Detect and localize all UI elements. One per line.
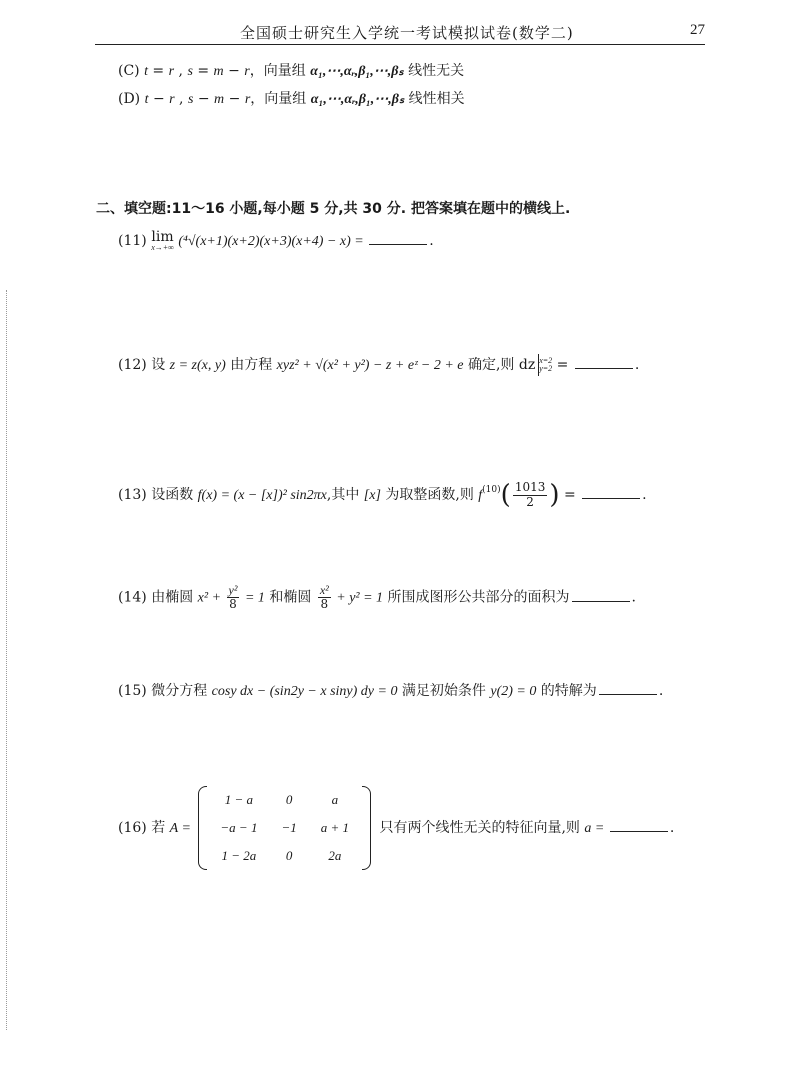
q13-paren-open: (	[500, 480, 511, 510]
option-c-op2: =	[192, 63, 214, 79]
option-d-var-t: t	[144, 92, 149, 107]
q14-e1-a: x² +	[197, 590, 225, 606]
q13-frac-num: 1013	[514, 480, 546, 495]
option-d-vectors: α₁,⋯,αᵣ,β₁,⋯,βₛ	[310, 92, 405, 107]
q13-text2: ,其中	[326, 487, 364, 503]
option-c-var-s: s	[187, 64, 193, 79]
q14-text1: 由椭圆	[151, 589, 198, 606]
q13-paren-close: )	[549, 480, 560, 510]
header-rule	[95, 44, 705, 45]
option-d-var-m: m	[214, 92, 225, 107]
q13-label: (13)	[118, 487, 147, 503]
q14-e1-num: y²	[228, 583, 238, 597]
option-d-var-s: s	[187, 92, 194, 107]
option-c-text-mid: ，向量组	[249, 63, 311, 79]
question-14	[118, 584, 636, 611]
q15-answer-blank[interactable]	[599, 684, 657, 695]
q14-e1-frac	[227, 584, 240, 611]
matrix-row	[208, 814, 361, 842]
q12-eval-point	[539, 357, 552, 373]
option-c-var-t: t	[144, 64, 148, 79]
matrix-cell: 2a	[328, 848, 342, 863]
matrix-row	[208, 842, 361, 870]
q12-text2: 由方程	[225, 357, 277, 373]
q11-answer-blank[interactable]	[369, 234, 427, 245]
q12-text1: 设	[151, 357, 170, 373]
q16-label: (16)	[118, 820, 147, 836]
option-c	[118, 60, 464, 80]
q15-text1: 微分方程	[151, 683, 212, 699]
q12-answer-blank[interactable]	[575, 358, 633, 369]
q13-text1: 设函数	[151, 487, 198, 503]
option-d-op3: −	[224, 91, 245, 107]
q15-label: (15)	[118, 683, 147, 699]
option-d-comma: ,	[174, 91, 188, 107]
matrix-cell: a + 1	[320, 820, 350, 835]
option-c-var-r2: r	[244, 64, 250, 79]
q12-eval-top: x=2	[539, 356, 553, 365]
q11-label: (11)	[118, 233, 147, 249]
matrix-cell: 0	[285, 792, 293, 807]
q11-lim-word: lim	[151, 229, 174, 245]
q16-matrix	[198, 786, 371, 870]
option-c-op1: =	[147, 63, 169, 79]
question-16	[118, 786, 674, 870]
q14-e2-num: x²	[319, 583, 329, 597]
option-c-var-r: r	[168, 64, 175, 79]
q14-e2-b: + y² = 1	[332, 590, 384, 606]
matrix-row	[208, 786, 361, 814]
option-d-var-r: r	[169, 92, 175, 107]
q14-e1-den: 8	[229, 597, 237, 612]
q13-answer-blank[interactable]	[582, 488, 640, 499]
binding-margin-dots	[6, 290, 7, 1030]
q13-f: f	[478, 488, 483, 503]
q16-end: .	[669, 820, 675, 836]
q14-e2-frac	[318, 584, 331, 611]
option-c-text-end: 线性无关	[403, 63, 465, 79]
option-d-var-r2: r	[244, 92, 251, 107]
question-15	[118, 680, 663, 700]
q15-end: .	[658, 683, 664, 699]
q13-f-sup: (10)	[482, 485, 501, 495]
matrix-cell: 0	[285, 848, 293, 863]
option-d-text-end: 线性相关	[404, 91, 465, 107]
question-12	[118, 354, 639, 376]
q15-text2: 满足初始条件	[397, 683, 491, 699]
option-d	[118, 88, 465, 108]
q16-answer-blank[interactable]	[610, 821, 668, 832]
q14-e2-den: 8	[320, 597, 329, 612]
section-two-heading: 二、填空题:11～16 小题,每小题 5 分,共 30 分. 把答案填在题中的横线上.	[96, 201, 571, 217]
q15-expr2: y(2) = 0	[490, 684, 537, 699]
q13-bracket: [x]	[363, 488, 381, 503]
q12-expr1: z = z(x, y)	[169, 358, 226, 373]
q14-end: .	[631, 589, 636, 606]
option-c-op3: −	[223, 63, 245, 79]
option-c-label: (C)	[118, 63, 140, 79]
q12-text3: 确定,则 dz	[463, 357, 536, 373]
q12-eq: =	[552, 357, 573, 373]
q12-end: .	[634, 357, 640, 373]
option-d-op1: −	[148, 91, 170, 107]
q12-eval-bottom: y=2	[539, 364, 553, 373]
q14-text2: 和椭圆	[264, 589, 316, 606]
option-c-comma: ,	[174, 63, 188, 79]
q13-expr1: f(x) = (x − [x])² sin2πx	[197, 488, 327, 503]
option-d-op2: −	[193, 91, 215, 107]
q13-fraction	[513, 481, 548, 508]
q11-expression: (⁴√(x+1)(x+2)(x+3)(x+4) − x) =	[178, 234, 368, 249]
q16-text1: 若	[151, 820, 170, 836]
option-c-var-m: m	[213, 64, 224, 79]
option-c-vectors: α₁,⋯,αᵣ,β₁,⋯,βₛ	[310, 64, 404, 79]
q13-eq: =	[559, 487, 581, 503]
q14-text3: 所围成图形公共部分的面积为	[383, 589, 570, 606]
q11-end: .	[429, 233, 434, 249]
q14-label: (14)	[118, 589, 147, 606]
matrix-cell: a	[331, 792, 339, 807]
page-number: 27	[690, 22, 705, 38]
q16-text2: 只有两个线性无关的特征向量,则	[375, 820, 585, 836]
q13-text3: 为取整函数,则	[380, 487, 479, 503]
option-d-label: (D)	[118, 91, 141, 107]
matrix-cell: −1	[281, 820, 297, 835]
q16-aeq: A =	[169, 821, 195, 836]
q13-end: .	[642, 487, 647, 503]
q16-avar: a =	[584, 821, 608, 836]
matrix-cell: 1 − 2a	[221, 848, 257, 863]
q12-label: (12)	[118, 357, 147, 373]
q14-e1-b: = 1	[241, 590, 265, 606]
matrix-cell: −a − 1	[220, 820, 258, 835]
option-d-text-mid: ，向量组	[250, 91, 311, 107]
q15-text3: 的特解为	[536, 683, 597, 699]
question-11	[118, 230, 434, 252]
matrix-cell: 1 − a	[224, 792, 254, 807]
question-13	[118, 480, 647, 510]
q15-expr1: cosy dx − (sin2y − x siny) dy = 0	[211, 684, 398, 699]
page-header-title: 全国硕士研究生入学统一考试模拟试卷(数学二)	[240, 24, 574, 42]
q11-lim	[151, 230, 174, 252]
q14-answer-blank[interactable]	[572, 591, 630, 602]
q13-frac-den: 2	[526, 494, 534, 509]
q11-lim-sub: x→+∞	[151, 243, 174, 252]
q12-expr2: xyz² + √(x² + y²) − z + eᶻ − 2 + e	[276, 358, 464, 373]
